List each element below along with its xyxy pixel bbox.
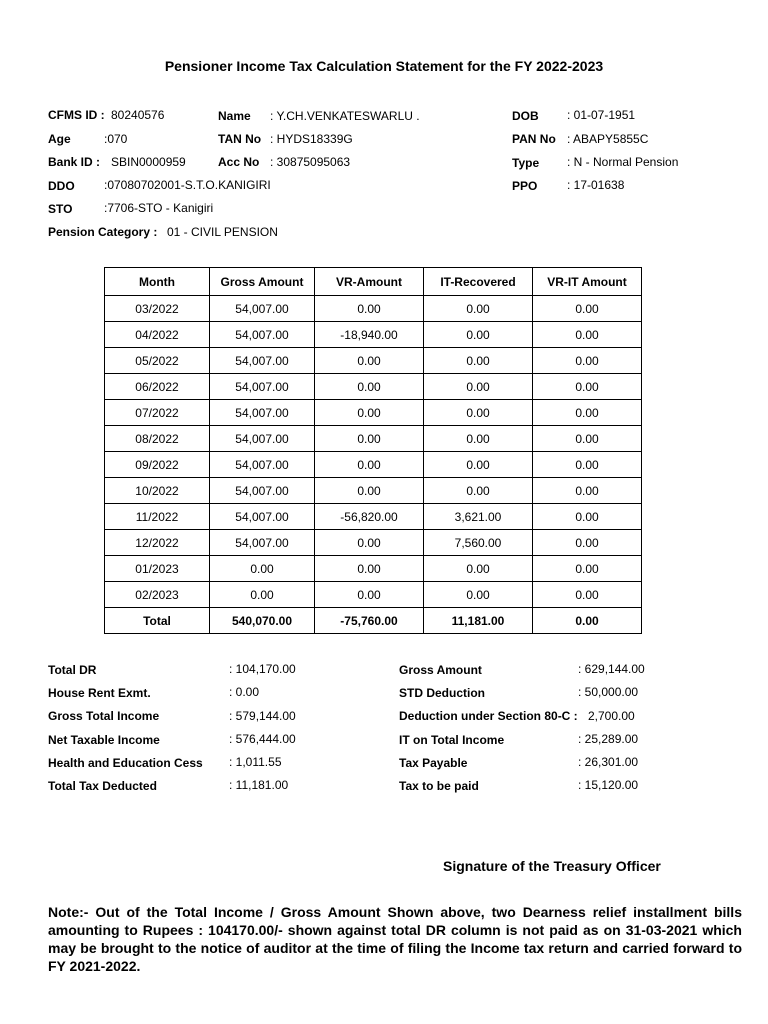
sto-value: :7706-STO - Kanigiri	[104, 201, 214, 215]
cell-vr: 0.00	[315, 374, 424, 400]
cell-month: 06/2022	[105, 374, 210, 400]
cell-vr: -18,940.00	[315, 322, 424, 348]
acc-value: : 30875095063	[270, 155, 351, 169]
cell-vrit: 0.00	[533, 556, 642, 582]
cell-vr: 0.00	[315, 426, 424, 452]
cell-vrit: 0.00	[533, 426, 642, 452]
table-row	[105, 582, 642, 608]
cell-month: 04/2022	[105, 322, 210, 348]
cell-month: 02/2023	[105, 582, 210, 608]
cell-vrit: 0.00	[533, 504, 642, 530]
pan-label: PAN No	[512, 132, 556, 146]
cell-it: 0.00	[424, 452, 533, 478]
cell-month: 11/2022	[105, 504, 210, 530]
cell-month: 07/2022	[105, 400, 210, 426]
cell-vr: 0.00	[315, 400, 424, 426]
cell-vr: 0.00	[315, 556, 424, 582]
cell-vrit: 0.00	[533, 582, 642, 608]
table-header-row	[105, 268, 642, 296]
age-value: :070	[104, 132, 128, 146]
total-gross: 540,070.00	[210, 608, 315, 634]
cell-gross: 54,007.00	[210, 322, 315, 348]
table-row	[105, 296, 642, 322]
table-row	[105, 452, 642, 478]
deduction-80c-label: Deduction under Section 80-C :	[399, 709, 578, 723]
cell-month: 10/2022	[105, 478, 210, 504]
total-dr-label: Total DR	[48, 663, 97, 677]
type-label: Type	[512, 156, 540, 170]
it-total-income-value: : 25,289.00	[578, 732, 639, 746]
cell-it: 0.00	[424, 374, 533, 400]
cell-vrit: 0.00	[533, 348, 642, 374]
table-row	[105, 374, 642, 400]
cell-vrit: 0.00	[533, 452, 642, 478]
table-row	[105, 478, 642, 504]
type-value: : N - Normal Pension	[567, 155, 679, 169]
bank-label: Bank ID :	[48, 155, 101, 169]
pension-category-value: 01 - CIVIL PENSION	[167, 225, 278, 239]
cell-vrit: 0.00	[533, 374, 642, 400]
cell-gross: 54,007.00	[210, 530, 315, 556]
name-value: : Y.CH.VENKATESWARLU .	[270, 109, 420, 123]
cell-vr: 0.00	[315, 296, 424, 322]
cell-gross: 54,007.00	[210, 400, 315, 426]
cell-it: 3,621.00	[424, 504, 533, 530]
tax-payable-label: Tax Payable	[399, 756, 468, 770]
cell-gross: 0.00	[210, 556, 315, 582]
house-rent-label: House Rent Exmt.	[48, 686, 151, 700]
tax-to-be-paid-label: Tax to be paid	[399, 779, 479, 793]
tan-value: : HYDS18339G	[270, 132, 353, 146]
std-deduction-value: : 50,000.00	[578, 685, 639, 699]
cell-month: 08/2022	[105, 426, 210, 452]
cell-gross: 54,007.00	[210, 374, 315, 400]
cell-vr: 0.00	[315, 530, 424, 556]
note-paragraph: Note:- Out of the Total Income / Gross Amount Shown above, two Dearness relief installment bills amounting to Rupees : 104170.00/- shown against total DR column is not paid as on 31-03-2021 which may be brought to the notice of auditor at the time of filing the Income tax return and carried forward to FY 2021-2022.	[48, 904, 742, 974]
table-row	[105, 426, 642, 452]
header-vr-it-amount: VR-IT Amount	[533, 268, 642, 296]
gross-total-income-value: : 579,144.00	[229, 709, 296, 723]
dob-label: DOB	[512, 109, 539, 123]
cell-gross: 54,007.00	[210, 348, 315, 374]
cell-it: 7,560.00	[424, 530, 533, 556]
it-total-income-label: IT on Total Income	[399, 733, 505, 747]
name-label: Name	[218, 109, 251, 123]
cfms-label: CFMS ID :	[48, 108, 105, 122]
monthly-table	[104, 267, 642, 634]
cell-vr: 0.00	[315, 348, 424, 374]
ddo-label: DDO	[48, 179, 75, 193]
treasury-officer-signature: Signature of the Treasury Officer	[443, 858, 661, 874]
total-dr-value: : 104,170.00	[229, 662, 296, 676]
page-title: Pensioner Income Tax Calculation Statement for the FY 2022-2023	[164, 58, 604, 74]
cell-month: 12/2022	[105, 530, 210, 556]
table-row	[105, 504, 642, 530]
gross-amount-value: : 629,144.00	[578, 662, 645, 676]
ppo-value: : 17-01638	[567, 178, 625, 192]
cell-gross: 0.00	[210, 582, 315, 608]
header-gross-amount: Gross Amount	[210, 268, 315, 296]
cell-it: 0.00	[424, 426, 533, 452]
pension-category-label: Pension Category :	[48, 225, 158, 239]
cell-it: 0.00	[424, 322, 533, 348]
health-cess-label: Health and Education Cess	[48, 756, 203, 770]
cell-gross: 54,007.00	[210, 452, 315, 478]
cell-gross: 54,007.00	[210, 296, 315, 322]
cell-it: 0.00	[424, 478, 533, 504]
ppo-label: PPO	[512, 179, 538, 193]
net-taxable-income-value: : 576,444.00	[229, 732, 296, 746]
std-deduction-label: STD Deduction	[399, 686, 485, 700]
table-row	[105, 400, 642, 426]
cell-vrit: 0.00	[533, 530, 642, 556]
ddo-value: :07080702001-S.T.O.KANIGIRI	[104, 178, 271, 192]
total-vrit: 0.00	[533, 608, 642, 634]
table-row	[105, 530, 642, 556]
deduction-80c-value: 2,700.00	[588, 709, 635, 723]
cfms-value: 80240576	[111, 108, 165, 122]
cell-vrit: 0.00	[533, 478, 642, 504]
age-label: Age	[48, 132, 71, 146]
cell-gross: 54,007.00	[210, 426, 315, 452]
total-label: Total	[105, 608, 210, 634]
total-tax-deducted-label: Total Tax Deducted	[48, 779, 157, 793]
tax-to-be-paid-value: : 15,120.00	[578, 778, 639, 792]
cell-vr: 0.00	[315, 582, 424, 608]
cell-it: 0.00	[424, 400, 533, 426]
house-rent-value: : 0.00	[229, 685, 260, 699]
sto-label: STO	[48, 202, 73, 216]
header-it-recovered: IT-Recovered	[424, 268, 533, 296]
cell-it: 0.00	[424, 556, 533, 582]
dob-value: : 01-07-1951	[567, 108, 636, 122]
total-it: 11,181.00	[424, 608, 533, 634]
cell-month: 03/2022	[105, 296, 210, 322]
gross-total-income-label: Gross Total Income	[48, 709, 160, 723]
cell-vr: 0.00	[315, 452, 424, 478]
cell-it: 0.00	[424, 348, 533, 374]
gross-amount-label: Gross Amount	[399, 663, 482, 677]
table-row	[105, 322, 642, 348]
cell-month: 01/2023	[105, 556, 210, 582]
total-vr: -75,760.00	[315, 608, 424, 634]
acc-label: Acc No	[218, 155, 260, 169]
tax-payable-value: : 26,301.00	[578, 755, 639, 769]
cell-month: 05/2022	[105, 348, 210, 374]
total-tax-deducted-value: : 11,181.00	[229, 778, 289, 792]
cell-gross: 54,007.00	[210, 478, 315, 504]
health-cess-value: : 1,011.55	[229, 755, 282, 769]
table-total-row	[105, 608, 642, 634]
net-taxable-income-label: Net Taxable Income	[48, 733, 160, 747]
cell-it: 0.00	[424, 296, 533, 322]
tan-label: TAN No	[218, 132, 262, 146]
cell-vrit: 0.00	[533, 296, 642, 322]
bank-value: SBIN0000959	[111, 155, 186, 169]
cell-vrit: 0.00	[533, 400, 642, 426]
table-row	[105, 348, 642, 374]
cell-month: 09/2022	[105, 452, 210, 478]
header-vr-amount: VR-Amount	[315, 268, 424, 296]
cell-vr: 0.00	[315, 478, 424, 504]
cell-vrit: 0.00	[533, 322, 642, 348]
cell-it: 0.00	[424, 582, 533, 608]
table-row	[105, 556, 642, 582]
header-month: Month	[105, 268, 210, 296]
cell-vr: -56,820.00	[315, 504, 424, 530]
pan-value: : ABAPY5855C	[567, 132, 649, 146]
cell-gross: 54,007.00	[210, 504, 315, 530]
